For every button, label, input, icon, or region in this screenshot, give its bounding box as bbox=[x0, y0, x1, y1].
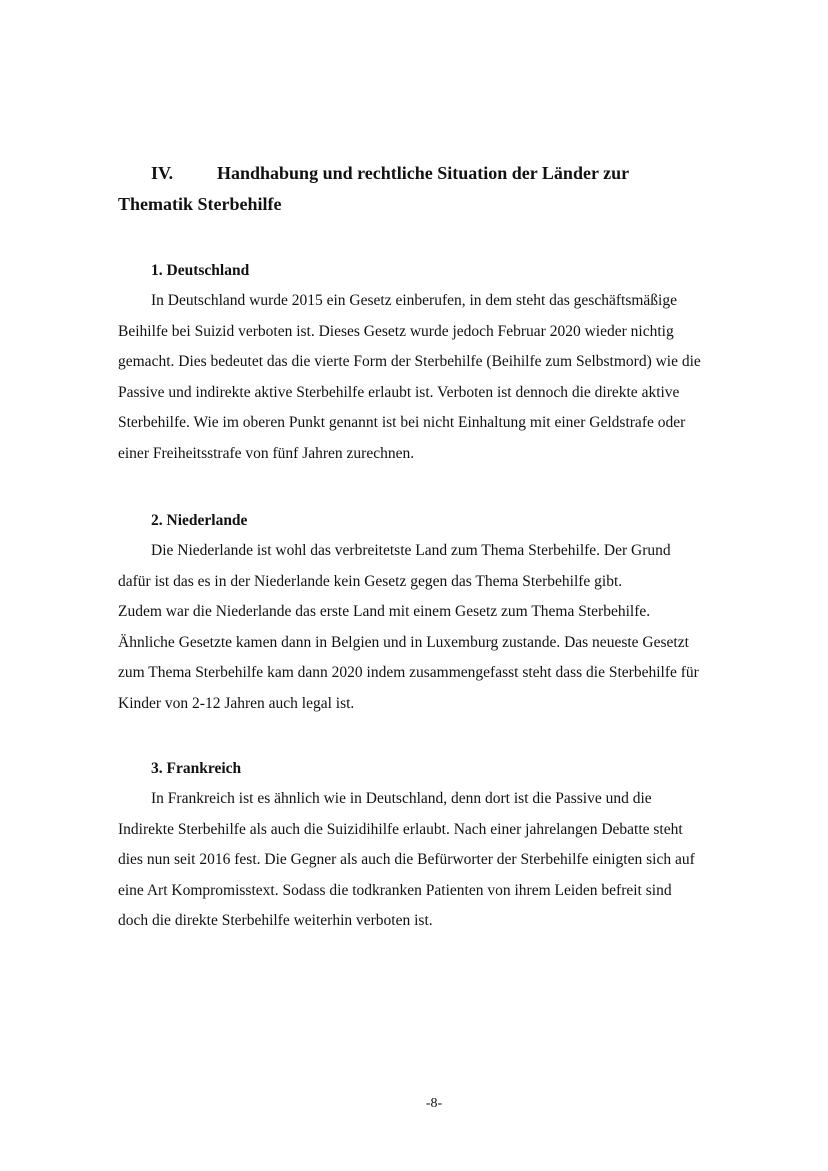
paragraph-line: Indirekte Sterbehilfe als auch die Suizidihilfe erlaubt. Nach einer jahrelangen Debatte steht bbox=[118, 820, 683, 838]
paragraph-line: Kinder von 2-12 Jahren auch legal ist. bbox=[118, 694, 355, 712]
paragraph-line: dafür ist das es in der Niederlande kein Gesetz gegen das Thema Sterbehilfe gibt. bbox=[118, 572, 623, 590]
paragraph-line: Passive und indirekte aktive Sterbehilfe erlaubt ist. Verboten ist dennoch die direkte aktive bbox=[118, 383, 680, 401]
paragraph-line: dies nun seit 2016 fest. Die Gegner als auch die Befürworter der Sterbehilfe einigten sich auf bbox=[118, 851, 695, 868]
paragraph-line: einer Freiheitsstrafe von fünf Jahren zurechnen. bbox=[118, 444, 415, 462]
paragraph-line: zum Thema Sterbehilfe kam dann 2020 indem zusammengefasst steht dass die Sterbehilfe für bbox=[118, 664, 699, 681]
paragraph-line: Beihilfe bei Suizid verboten ist. Dieses Gesetz wurde jedoch Februar 2020 wieder nichtig bbox=[118, 322, 674, 340]
paragraph-line: Zudem war die Niederlande das erste Land mit einem Gesetz zum Thema Sterbehilfe. bbox=[118, 603, 651, 620]
section-paragraph bbox=[118, 536, 758, 719]
section-niederlande bbox=[118, 506, 758, 719]
paragraph-line: In Deutschland wurde 2015 ein Gesetz einberufen, in dem steht das geschäftsmäßige bbox=[151, 292, 677, 309]
chapter-title-line1: Handhabung und rechtliche Situation der Länder zur bbox=[217, 163, 630, 183]
section-title: 2. Niederlande bbox=[151, 512, 248, 529]
section-paragraph bbox=[118, 286, 758, 469]
paragraph-line: Sterbehilfe. Wie im oberen Punkt genannt ist bei nicht Einhaltung mit einer Geldstrafe oder bbox=[118, 414, 686, 431]
section-paragraph bbox=[118, 784, 758, 937]
section-title: 1. Deutschland bbox=[151, 262, 250, 279]
paragraph-line: eine Art Kompromisstext. Sodass die todkranken Patienten von ihrem Leiden befreit sind bbox=[118, 881, 672, 899]
paragraph-line: doch die direkte Sterbehilfe weiterhin verboten ist. bbox=[118, 912, 433, 929]
section-frankreich bbox=[118, 754, 758, 937]
paragraph-line: Die Niederlande ist wohl das verbreitetste Land zum Thema Sterbehilfe. Der Grund bbox=[151, 542, 671, 559]
paragraph-line: gemacht. Dies bedeutet das die vierte Form der Sterbehilfe (Beihilfe zum Selbstmord) wie die bbox=[118, 353, 701, 370]
page-number: -8- bbox=[425, 1096, 443, 1111]
chapter-title-line2: Thematik Sterbehilfe bbox=[118, 194, 282, 214]
chapter-heading bbox=[118, 158, 738, 220]
section-deutschland bbox=[118, 256, 758, 469]
paragraph-line: In Frankreich ist es ähnlich wie in Deutschland, denn dort ist die Passive und die bbox=[151, 790, 652, 807]
chapter-numeral: IV. bbox=[151, 163, 174, 183]
paragraph-line: Ähnliche Gesetzte kamen dann in Belgien und in Luxemburg zustande. Das neueste Gesetzt bbox=[118, 633, 689, 651]
section-title: 3. Frankreich bbox=[151, 760, 242, 777]
